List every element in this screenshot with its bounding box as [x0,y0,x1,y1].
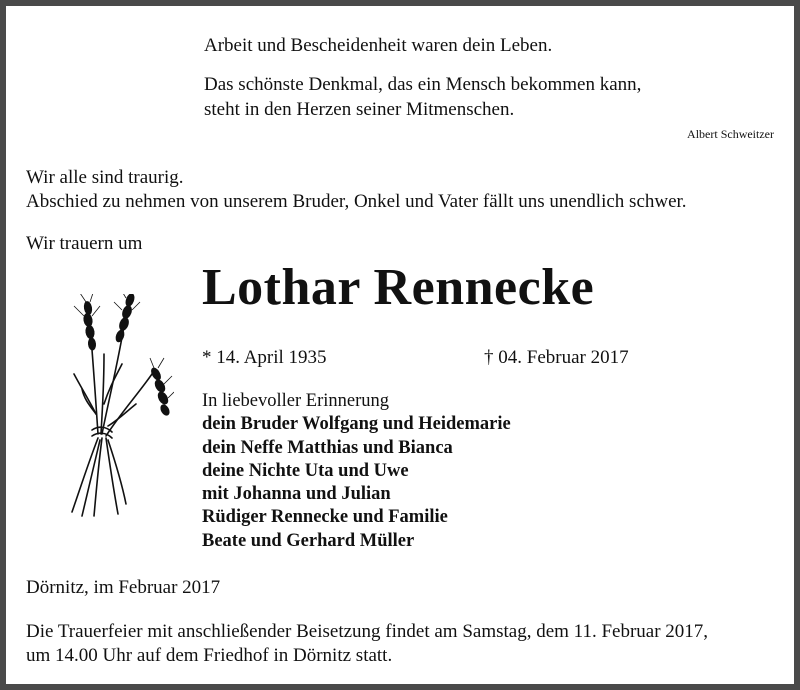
birth-date: * 14. April 1935 [202,347,327,368]
wheat-sheaf-icon [64,294,174,524]
mourner-line: Rüdiger Rennecke und Familie [202,507,448,528]
mourner-line: mit Johanna und Julian [202,484,391,505]
death-date: † 04. Februar 2017 [484,347,629,368]
deceased-name: Lothar Rennecke [202,259,595,316]
funeral-line-2: um 14.00 Uhr auf dem Friedhof in Dörnitz statt. [26,645,393,666]
quote-line-3: steht in den Herzen seiner Mitmenschen. [204,99,515,120]
mourner-line: dein Neffe Matthias und Bianca [202,437,453,458]
quote-line-2: Das schönste Denkmal, das ein Mensch bekommen kann, [204,74,642,95]
mourners-heading: In liebevoller Erinnerung [202,391,389,411]
mourners-block [202,390,511,553]
intro-line-1: Wir alle sind traurig. [26,167,184,188]
quote-line-1: Arbeit und Bescheidenheit waren dein Leben. [204,35,553,56]
mourner-line: deine Nichte Uta und Uwe [202,460,409,481]
funeral-line-1: Die Trauerfeier mit anschließender Beisetzung findet am Samstag, dem 11. Februar 2017, [26,621,709,642]
mourner-line: Beate und Gerhard Müller [202,530,415,551]
intro-line-3: Wir trauern um [26,233,143,254]
place-date: Dörnitz, im Februar 2017 [26,577,221,598]
intro-line-2: Abschied zu nehmen von unserem Bruder, Onkel und Vater fällt uns unendlich schwer. [26,191,687,212]
quote-author: Albert Schweitzer [687,127,774,141]
mourner-line: dein Bruder Wolfgang und Heidemarie [202,414,511,435]
